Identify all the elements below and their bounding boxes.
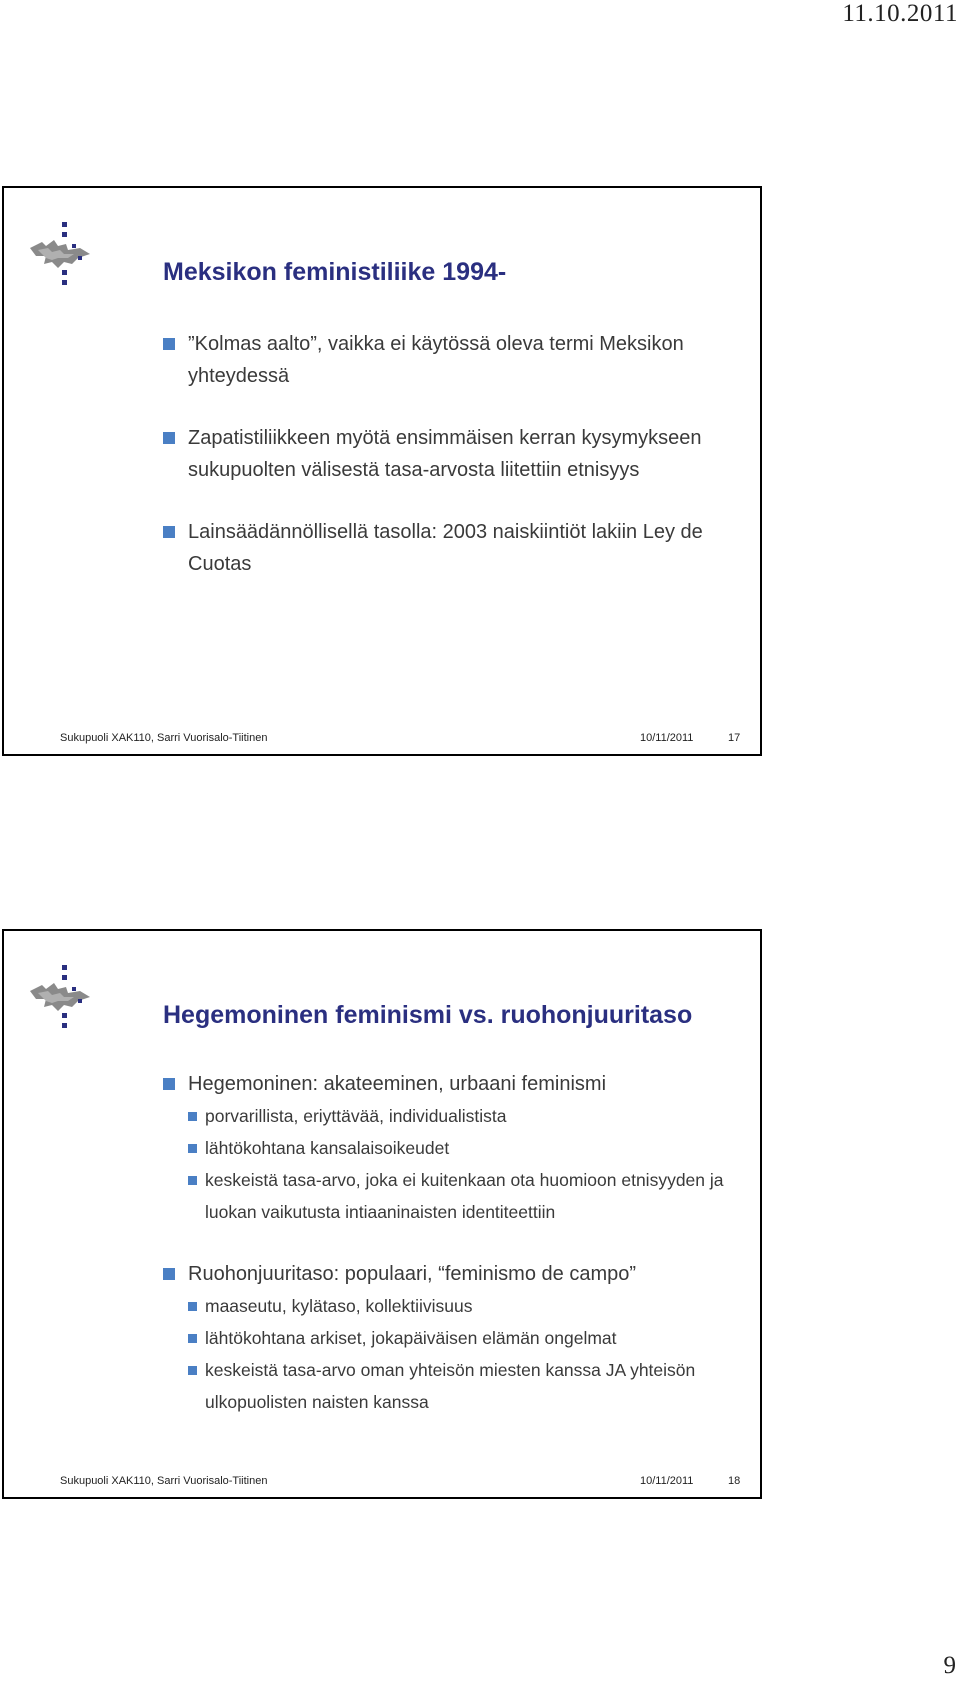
- sub-bullet-item: porvarillista, eriyttävää, individualistista: [188, 1100, 743, 1132]
- slide-title: Meksikon feministiliike 1994-: [163, 258, 507, 286]
- slide-17: [2, 186, 762, 756]
- bullet-heading-hegemonic: Hegemoninen: akateeminen, urbaani feminismi: [163, 1068, 743, 1100]
- page-number: 9: [943, 1652, 956, 1679]
- slide-title: Hegemoninen feminismi vs. ruohonjuuritaso: [163, 1001, 693, 1029]
- university-logo-icon: [28, 965, 98, 1029]
- sub-bullet-item: lähtökohtana arkiset, jokapäiväisen elämän ongelmat: [188, 1322, 743, 1354]
- sub-bullet-item: keskeistä tasa-arvo, joka ei kuitenkaan ota huomioon etnisyyden ja luokan vaikutusta intiaaninaisten identiteettiin: [188, 1164, 743, 1228]
- slide-footer-date: 10/11/2011: [640, 1475, 694, 1487]
- sub-bullet-item: lähtökohtana kansalaisoikeudet: [188, 1132, 743, 1164]
- slide-content: [163, 1068, 743, 1418]
- page-date: 11.10.2011: [842, 0, 958, 27]
- slide-number: 17: [728, 732, 741, 744]
- slide-footer-course: Sukupuoli XAK110, Sarri Vuorisalo-Tiitinen: [60, 1475, 268, 1487]
- slide-content: [163, 328, 743, 610]
- slide-footer-course: Sukupuoli XAK110, Sarri Vuorisalo-Tiitinen: [60, 732, 268, 744]
- bullet-item: Zapatistiliikkeen myötä ensimmäisen kerran kysymykseen sukupuolten välisestä tasa-arvosta liitettiin etnisyys: [163, 422, 743, 486]
- bullet-item: Lainsäädännöllisellä tasolla: 2003 naiskiintiöt lakiin Ley de Cuotas: [163, 516, 743, 580]
- slide-footer-date: 10/11/2011: [640, 732, 694, 744]
- sub-bullet-item: maaseutu, kylätaso, kollektiivisuus: [188, 1290, 743, 1322]
- university-logo-icon: [28, 222, 98, 286]
- slide-18: [2, 929, 762, 1499]
- bullet-item: ”Kolmas aalto”, vaikka ei käytössä oleva termi Meksikon yhteydessä: [163, 328, 743, 392]
- bullet-heading-grassroots: Ruohonjuuritaso: populaari, “feminismo de campo”: [163, 1258, 743, 1290]
- slide-number: 18: [728, 1475, 741, 1487]
- sub-bullet-item: keskeistä tasa-arvo oman yhteisön miesten kanssa JA yhteisön ulkopuolisten naisten kanssa: [188, 1354, 743, 1418]
